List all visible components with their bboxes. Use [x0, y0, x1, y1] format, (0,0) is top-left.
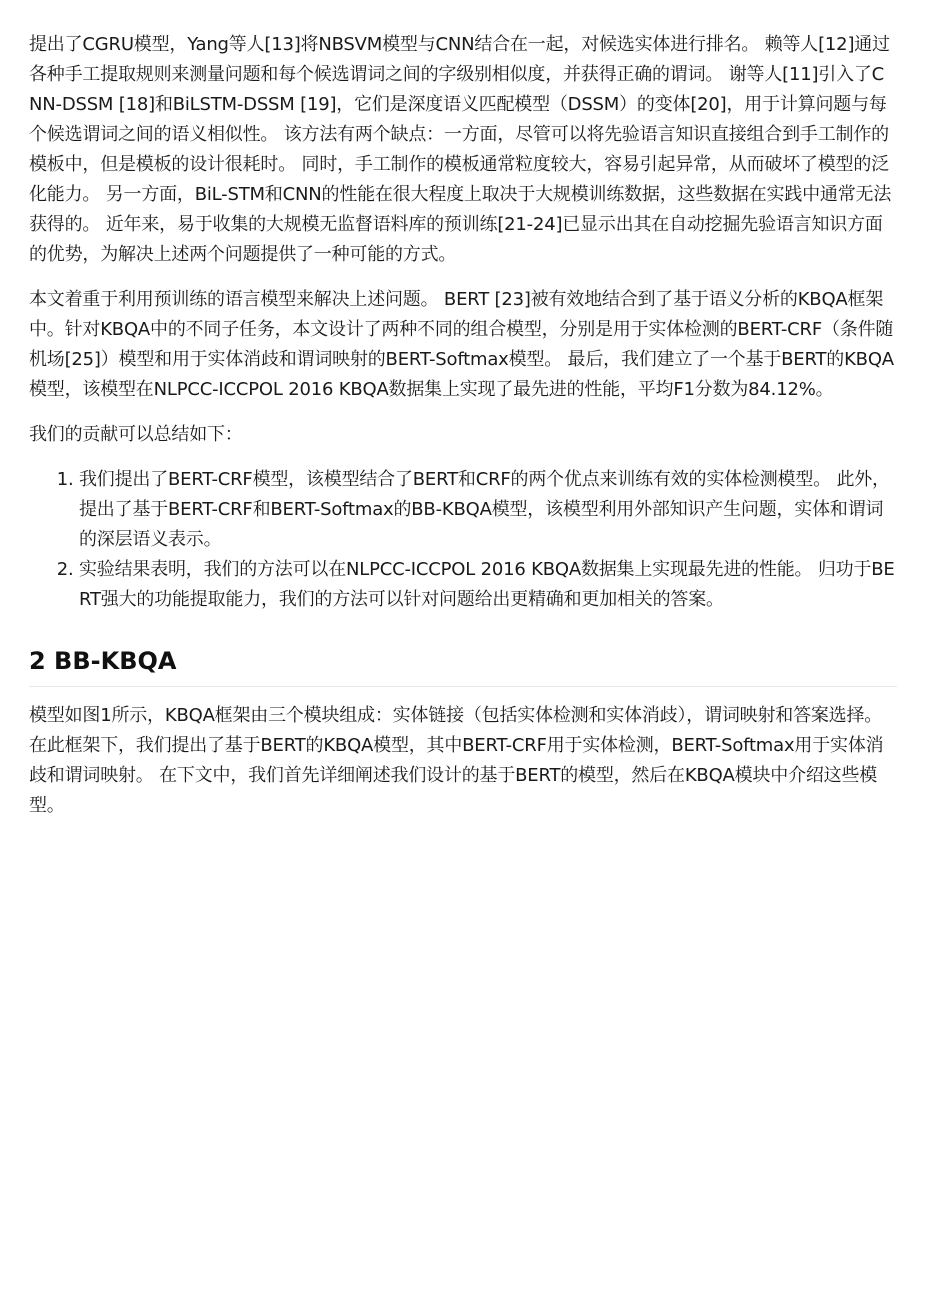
- intro-paragraph-related-work: 提出了CGRU模型，Yang等人[13]将NBSVM模型与CNN结合在一起，对候选实体进行排名。 赖等人[12]通过各种手工提取规则来测量问题和每个候选谓词之间的字级别相似度，并获得正确的谓词。 谢等人[11]引入了CNN-DSSM [18]和BiLSTM-DSSM [19]，它们是深度语义匹配模型（DSSM）的变体[20]，用于计算问题与每个候选谓词之间的语义相似性。 该方法有两个缺点：一方面，尽管可以将先验语言知识直接组合到手工制作的模板中，但是模板的设计很耗时。 同时，手工制作的模板通常粒度较大，容易引起异常，从而破坏了模型的泛化能力。 另一方面，BiL-STM和CNN的性能在很大程度上取决于大规模训练数据，这些数据在实践中通常无法获得的。 近年来，易于收集的大规模无监督语料库的预训练[21-24]已显示出其在自动挖掘先验语言知识方面的优势，为解决上述两个问题提供了一种可能的方式。: [29, 34, 892, 265]
- section-line-framework: 模型如图1所示，KBQA框架由三个模块组成：实体链接（包括实体检测和实体消歧），谓词映射和答案选择。: [29, 705, 883, 726]
- contributions-lead: 我们的贡献可以总结如下：: [29, 424, 243, 445]
- intro-paragraph-approach: 本文着重于利用预训练的语言模型来解决上述问题。 BERT [23]被有效地结合到了基于语义分析的KBQA框架中。针对KBQA中的不同子任务，本文设计了两种不同的组合模型，分别是用于实体检测的BERT-CRF（条件随机场[25]）模型和用于实体消歧和谓词映射的BERT-Softmax模型。 最后，我们建立了一个基于BERT的KBQA模型，该模型在NLPCC-ICCPOL 2016 KBQA数据集上实现了最先进的性能，平均F1分数为84.12%。: [29, 289, 894, 400]
- section-heading-bb-kbqa: 2 BB-KBQA: [29, 644, 897, 687]
- section-line-models: 在此框架下，我们提出了基于BERT的KBQA模型，其中BERT-CRF用于实体检测，BERT-Softmax用于实体消歧和谓词映射。 在下文中，我们首先详细阐述我们设计的基于BERT的模型，然后在KBQA模块中介绍这些模型。: [29, 735, 884, 816]
- contributions-list: [29, 465, 897, 615]
- contribution-item: 2. 实验结果表明，我们的方法可以在NLPCC-ICCPOL 2016 KBQA数据集上实现最先进的性能。 归功于BERT强大的功能提取能力，我们的方法可以针对问题给出更精确和更加相关的答案。: [79, 555, 897, 615]
- section-paragraph: [29, 701, 897, 821]
- contribution-item: 1. 我们提出了BERT-CRF模型，该模型结合了BERT和CRF的两个优点来训练有效的实体检测模型。 此外，提出了基于BERT-CRF和BERT-Softmax的BB-KBQA模型，该模型利用外部知识产生问题，实体和谓词的深层语义表示。: [79, 465, 897, 555]
